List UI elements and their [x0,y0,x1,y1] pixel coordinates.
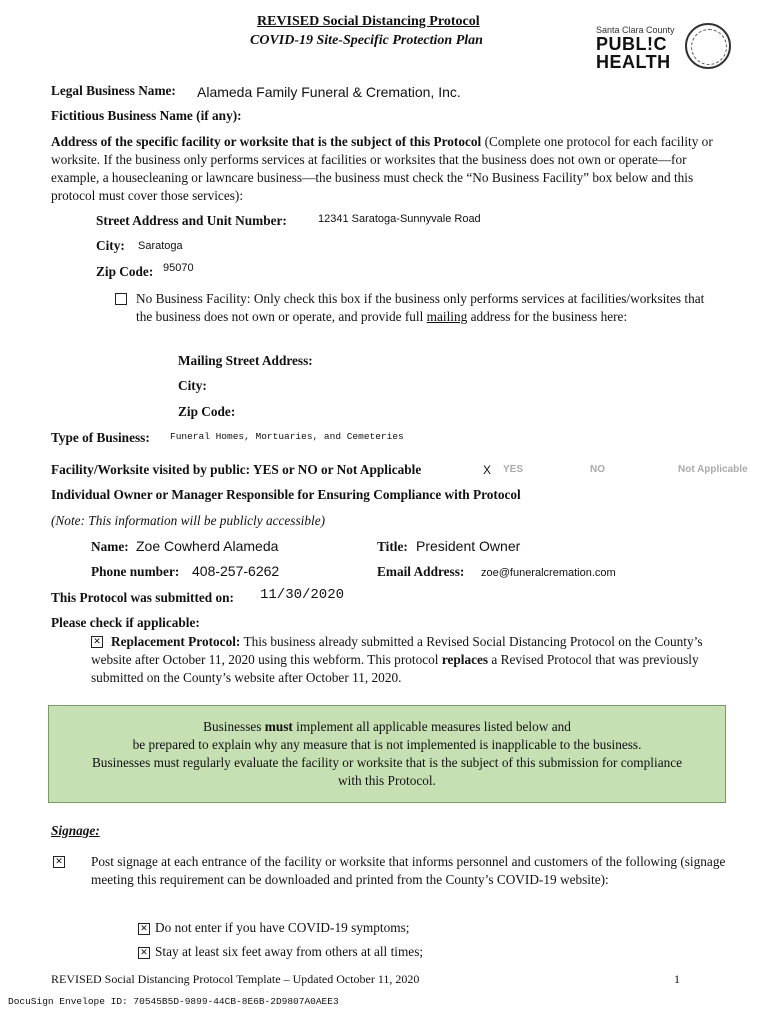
address-instructions-text: (Complete one protocol for each facility or worksite. If the business only performs services at facilities or worksites that the business does not own or operate—for example, a housecleaning or lawncare business—the business must check the “No Business Facility” box below and this protocol must cover those services): [51,134,713,203]
address-instructions [51,133,731,205]
six-feet-text: Stay at least six feet away from others at all times; [155,944,424,959]
street-value[interactable]: 12341 Saratoga-Sunnyvale Road [318,213,481,225]
owner-name-value[interactable]: Zoe Cowherd Alameda [136,538,279,554]
compliance-notice-box [48,705,726,803]
mailing-street-label: Mailing Street Address: [178,353,313,368]
document-subtitle: COVID-19 Site-Specific Protection Plan [250,33,483,48]
zip-value[interactable]: 95070 [163,262,194,274]
notice-line-3: Businesses must regularly evaluate the facility or worksite that is the subject of this submission for compliance [91,755,683,770]
no-business-facility-text: No Business Facility: Only check this box if the business only performs services at facilities/worksites that the business does not own or operate, and provide full mailing address for the business here: [136,291,705,324]
address-heading: Address of the specific facility or worksite that is the subject of this Protocol [51,134,482,149]
replacement-protocol-text: Replacement Protocol: This business already submitted a Revised Social Distancing Protocol on the County’s website after October 11, 2020 using this webform. This protocol replaces a Revised Protocol that was previously submitted on the County’s website after October 11, 2020. [91,634,703,685]
submitted-label: This Protocol was submitted on: [51,590,234,605]
option-not-applicable[interactable]: Not Applicable [678,464,748,475]
no-symptoms-text: Do not enter if you have COVID-19 symptoms; [155,920,410,935]
notice-line-4: with this Protocol. [338,773,436,788]
signage-text: Post signage at each entrance of the facility or worksite that informs personnel and customers of the following (signage meeting this requirement can be downloaded and printed from the County’s COVID-19 website): [91,854,726,887]
notice-line-1: Businesses must implement all applicable measures listed below and [203,719,571,734]
facility-visited-label: Facility/Worksite visited by public: YES or NO or Not Applicable [51,462,422,477]
mailing-city-label: City: [178,378,207,393]
no-symptoms-checkbox[interactable] [138,922,156,938]
logo-county-text: Santa Clara County [596,25,675,35]
street-label: Street Address and Unit Number: [96,213,287,228]
logo-public-text: PUBL!C [596,34,667,54]
email-label: Email Address: [377,564,465,579]
logo-health-text: HEALTH [596,52,671,72]
mailing-zip-label: Zip Code: [178,404,236,419]
no-business-facility-checkbox[interactable] [115,292,133,308]
type-of-business-value[interactable]: Funeral Homes, Mortuaries, and Cemeteries [170,431,404,442]
signage-heading: Signage: [51,823,100,838]
facility-visited-mark: X [483,463,492,477]
owner-title-label: Title: [377,539,408,554]
six-feet-checkbox[interactable] [138,946,156,962]
zip-label: Zip Code: [96,264,154,279]
fictitious-name-label: Fictitious Business Name (if any): [51,108,242,123]
owner-title-value[interactable]: President Owner [416,538,521,554]
type-of-business-label: Type of Business: [51,430,150,445]
owner-note: (Note: This information will be publicly accessible) [51,513,326,528]
legal-name-value[interactable]: Alameda Family Funeral & Cremation, Inc. [197,84,461,100]
signage-checkbox[interactable] [53,855,71,871]
option-yes[interactable]: YES [503,464,524,475]
check-heading: Please check if applicable: [51,615,200,630]
phone-value[interactable]: 408-257-6262 [192,563,280,579]
page-number: 1 [674,972,680,986]
legal-name-label: Legal Business Name: [51,83,176,98]
submitted-value[interactable]: 11/30/2020 [260,587,345,603]
footer-text: REVISED Social Distancing Protocol Template – Updated October 11, 2020 [51,972,420,986]
city-label: City: [96,238,125,253]
county-seal-icon [685,23,731,69]
owner-heading: Individual Owner or Manager Responsible for Ensuring Compliance with Protocol [51,487,521,502]
notice-line-2: be prepared to explain why any measure that is not implemented is inapplicable to the business. [132,737,642,752]
phone-label: Phone number: [91,564,180,579]
option-no[interactable]: NO [590,464,605,475]
email-value[interactable]: zoe@funeralcremation.com [481,567,616,579]
docusign-envelope-id: DocuSign Envelope ID: 70545B5D-9899-44CB-8E6B-2D9807A0AEE3 [8,996,339,1007]
city-value[interactable]: Saratoga [138,240,183,252]
public-health-logo [596,26,675,71]
owner-name-label: Name: [91,539,129,554]
document-title: REVISED Social Distancing Protocol [257,14,480,29]
